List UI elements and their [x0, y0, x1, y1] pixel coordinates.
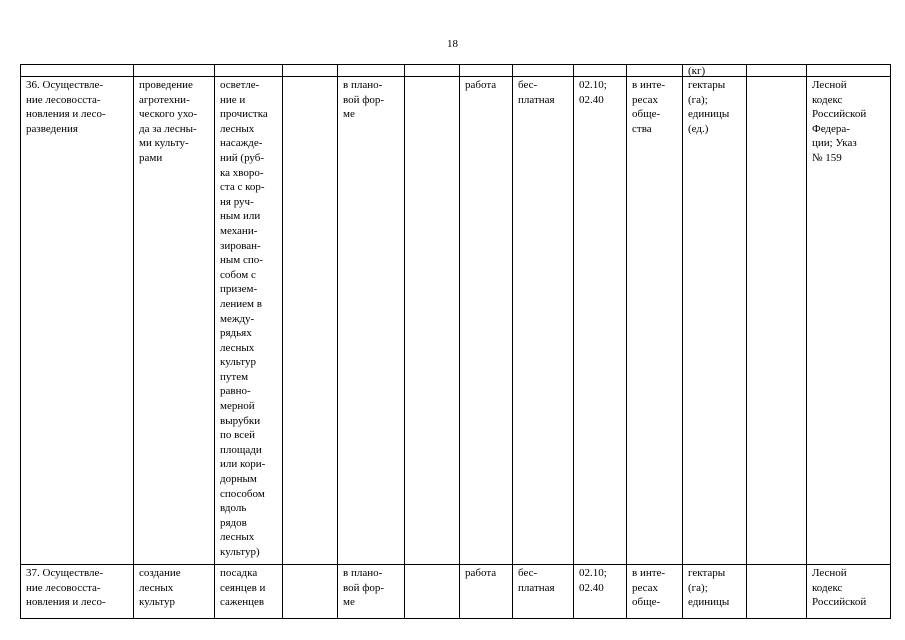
table-cell	[460, 65, 513, 77]
table-cell: проведение агротехни- ческого ухо- да за лесны- ми культу- рами	[134, 77, 215, 565]
table-row	[21, 77, 891, 565]
table-cell: в инте- ресах обще- ства	[627, 77, 683, 565]
table-cell: посадка сеянцев и саженцев	[215, 565, 283, 619]
table-cell: 02.10; 02.40	[574, 77, 627, 565]
table-cell: гектары (га); единицы (ед.)	[683, 77, 747, 565]
table-cell: бес- платная	[513, 77, 574, 565]
table-cell: Лесной кодекс Российской	[807, 565, 891, 619]
table-cell: (кг)	[683, 65, 747, 77]
table-row	[21, 565, 891, 619]
table-cell	[627, 65, 683, 77]
table-cell	[283, 565, 338, 619]
table-cell	[513, 65, 574, 77]
table-cell	[405, 77, 460, 565]
table-cell: осветле- ние и прочистка лесных насажде- ний (руб- ка хворо- ста с кор- ня руч- ным или механи- зирован- ным спо- собом с призем- лением в между- рядьях лесных культур путем равно- мерной вырубки по всей площади или кори- дорным способом вдоль рядов лесных культур)	[215, 77, 283, 565]
table-cell: 36. Осуществле- ние лесовосста- новления и лесо- разведения	[21, 77, 134, 565]
table-cell	[405, 65, 460, 77]
table-cell: гектары (га); единицы	[683, 565, 747, 619]
table-cell	[747, 77, 807, 565]
table-cell	[215, 65, 283, 77]
table-cell	[574, 65, 627, 77]
table-cell	[134, 65, 215, 77]
page-number: 18	[447, 38, 458, 50]
table-cell: в инте- ресах обще-	[627, 565, 683, 619]
table-cell	[283, 77, 338, 565]
table-cell	[338, 65, 405, 77]
table-cell: 37. Осуществле- ние лесовосста- новления и лесо-	[21, 565, 134, 619]
table-continuation-row	[21, 65, 891, 77]
table-cell: в плано- вой фор- ме	[338, 565, 405, 619]
table-cell	[807, 65, 891, 77]
table-cell	[283, 65, 338, 77]
registry-table	[20, 64, 891, 619]
table-cell: 02.10; 02.40	[574, 565, 627, 619]
table-cell: бес- платная	[513, 565, 574, 619]
table-cell: создание лесных культур	[134, 565, 215, 619]
table-cell	[747, 65, 807, 77]
table-cell: работа	[460, 565, 513, 619]
table-cell	[405, 565, 460, 619]
table-cell: работа	[460, 77, 513, 565]
table-cell	[747, 565, 807, 619]
table-cell: Лесной кодекс Российской Федера- ции; Указ № 159	[807, 77, 891, 565]
table-cell: в плано- вой фор- ме	[338, 77, 405, 565]
table-cell	[21, 65, 134, 77]
